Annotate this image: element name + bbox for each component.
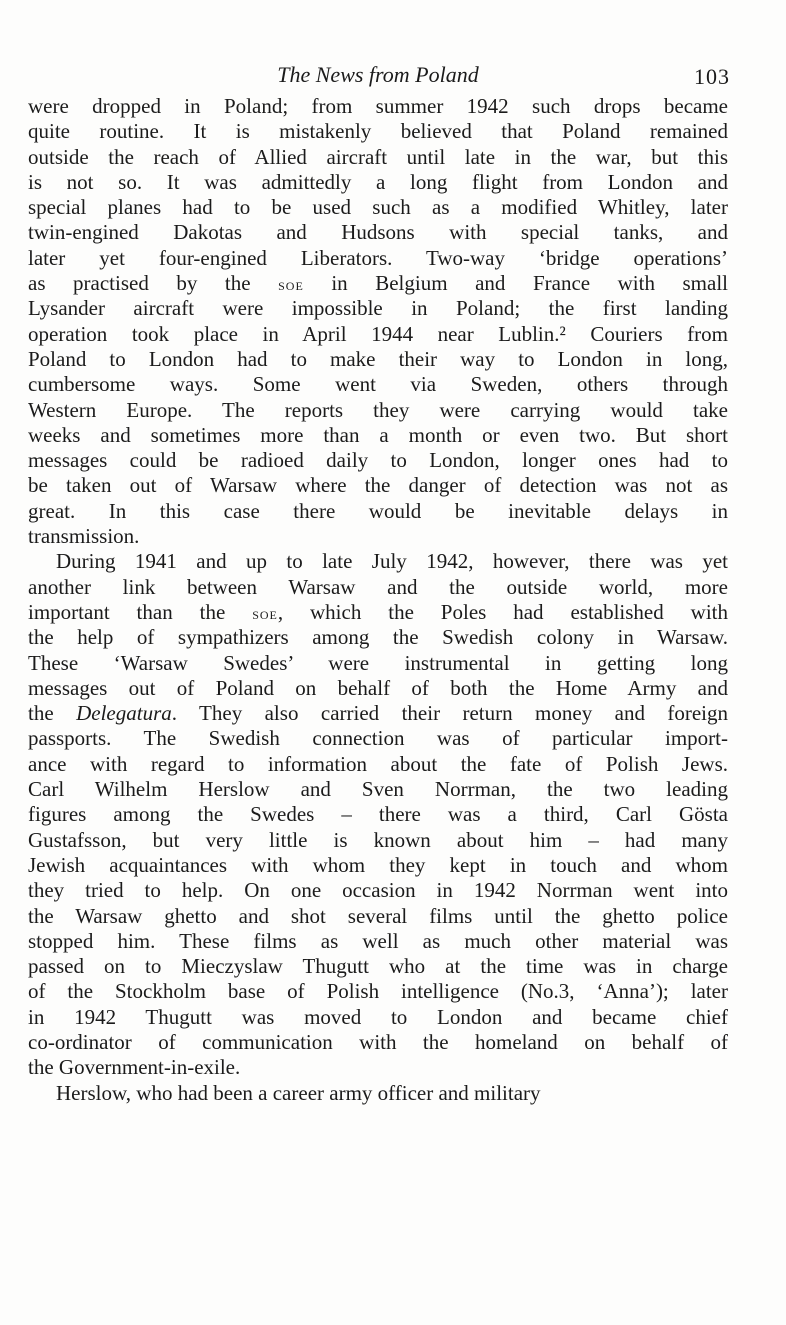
text-line: ance with regard to information about the fate of Polish Jews.	[28, 751, 728, 776]
text-line: co-ordinator of communication with the homeland on behalf of	[28, 1029, 728, 1054]
running-title: The News from Poland	[277, 62, 479, 87]
text-line: another link between Warsaw and the outside world, more	[28, 574, 728, 599]
paragraph	[28, 94, 728, 549]
text-line: the Government-in-exile.	[28, 1055, 241, 1080]
text-line: of the Stockholm base of Polish intelligence (No.3, ‘Anna’); later	[28, 979, 728, 1004]
text-line: Carl Wilhelm Herslow and Sven Norrman, the two leading	[28, 777, 728, 802]
text-line: cumbersome ways. Some went via Sweden, others through	[28, 372, 728, 397]
text-line: figures among the Swedes – there was a third, Carl Gösta	[28, 802, 728, 827]
text-line: outside the reach of Allied aircraft until late in the war, but this	[28, 144, 728, 169]
text-line: Herslow, who had been a career army officer and military	[56, 1080, 541, 1105]
text-line: passports. The Swedish connection was of particular import-	[28, 726, 728, 751]
text-line: Lysander aircraft were impossible in Poland; the first landing	[28, 296, 728, 321]
text-line: in 1942 Thugutt was moved to London and became chief	[28, 1004, 728, 1029]
text-line: quite routine. It is mistakenly believed that Poland remained	[28, 119, 728, 144]
text-line: passed on to Mieczyslaw Thugutt who at the time was in charge	[28, 954, 728, 979]
body-text	[28, 94, 728, 1106]
text-line: as practised by the soe in Belgium and France with small	[28, 271, 728, 296]
text-line: the Warsaw ghetto and shot several films until the ghetto police	[28, 903, 728, 928]
text-line: operation took place in April 1944 near Lublin.² Couriers from	[28, 321, 728, 346]
text-line: twin-engined Dakotas and Hudsons with special tanks, and	[28, 220, 728, 245]
paragraph	[28, 1081, 728, 1106]
running-head	[28, 60, 728, 90]
text-line: they tried to help. On one occasion in 1942 Norrman went into	[28, 878, 728, 903]
text-line: important than the soe, which the Poles had established with	[28, 599, 728, 624]
text-line: special planes had to be used such as a modified Whitley, later	[28, 195, 728, 220]
text-line: Western Europe. The reports they were carrying would take	[28, 397, 728, 422]
text-line: messages could be radioed daily to London, longer ones had to	[28, 448, 728, 473]
text-line: transmission.	[28, 524, 140, 549]
text-line: weeks and sometimes more than a month or even two. But short	[28, 422, 728, 447]
text-line: Jewish acquaintances with whom they kept in touch and whom	[28, 852, 728, 877]
text-line: messages out of Poland on behalf of both the Home Army and	[28, 675, 728, 700]
text-line: great. In this case there would be inevitable delays in	[28, 498, 728, 523]
text-line: These ‘Warsaw Swedes’ were instrumental in getting long	[28, 650, 728, 675]
text-line: the help of sympathizers among the Swedish colony in Warsaw.	[28, 625, 728, 650]
text-line: During 1941 and up to late July 1942, however, there was yet	[56, 549, 728, 574]
text-line: is not so. It was admittedly a long flight from London and	[28, 169, 728, 194]
text-line: later yet four-engined Liberators. Two-way ‘bridge operations’	[28, 245, 728, 270]
text-line: were dropped in Poland; from summer 1942 such drops became	[28, 94, 728, 118]
text-line: Poland to London had to make their way to London in long,	[28, 346, 728, 371]
text-line: the Delegatura. They also carried their return money and foreign	[28, 701, 728, 726]
text-line: stopped him. These films as well as much other material was	[28, 928, 728, 953]
text-line: Gustafsson, but very little is known about him – had many	[28, 827, 728, 852]
text-line: be taken out of Warsaw where the danger of detection was not as	[28, 473, 728, 498]
page-number: 103	[694, 64, 730, 89]
paragraph	[28, 549, 728, 1080]
